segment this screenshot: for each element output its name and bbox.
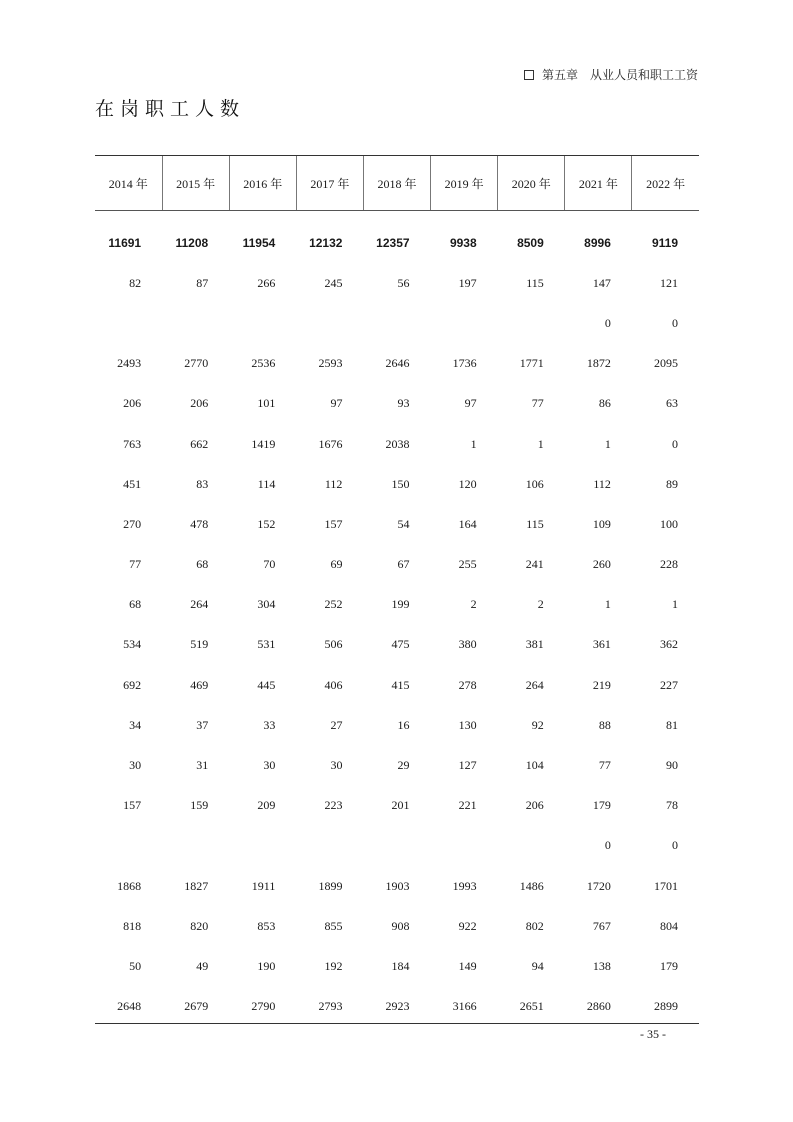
chapter-header [524,66,698,83]
table-cell: 1 [470,436,477,451]
table-cell: 1899 [318,878,343,893]
table-cell: 818 [123,918,142,933]
table-cell: 147 [592,275,611,290]
table-cell: 93 [397,396,410,411]
table-cell: 94 [531,958,544,973]
column-header: 2019 年 [431,156,498,211]
table-cell: 70 [263,557,276,572]
table-cell: 115 [526,275,544,290]
table-cell [498,826,565,866]
table-cell: 206 [190,396,209,411]
table-cell: 109 [592,516,611,531]
table-cell: 2 [537,597,544,612]
table-cell [431,303,498,343]
table-cell: 120 [458,476,477,491]
table-row [95,344,699,384]
table-cell: 531 [257,637,276,652]
table-cell: 33 [263,717,276,732]
column-header: 2016 年 [229,156,296,211]
table-cell: 855 [324,918,343,933]
table-cell: 469 [190,677,209,692]
table-cell: 77 [598,758,611,773]
table-cell: 90 [666,758,678,773]
table-cell: 179 [660,958,678,973]
table-cell: 11691 [108,236,142,251]
table-cell: 506 [324,637,343,652]
table-cell: 252 [324,597,343,612]
table-cell: 121 [660,275,678,290]
table-cell: 12132 [309,236,343,251]
table-cell [363,303,430,343]
table-row [95,211,699,264]
column-header: 2018 年 [363,156,430,211]
table-cell: 362 [660,637,678,652]
table-cell: 157 [123,798,142,813]
table-cell: 8996 [584,236,611,251]
table-row [95,384,699,424]
table-cell: 29 [397,758,410,773]
table-cell: 1486 [519,878,544,893]
table-cell: 270 [123,516,142,531]
table-row [95,866,699,906]
table-cell: 2793 [318,999,343,1014]
table-cell: 692 [123,677,142,692]
table-cell [95,303,162,343]
table-cell: 361 [592,637,611,652]
table-row [95,665,699,705]
table-cell: 264 [525,677,544,692]
table-cell: 2 [470,597,477,612]
table-row [95,545,699,585]
table-cell: 1 [604,597,611,612]
table-cell: 2493 [117,356,142,371]
table-cell: 206 [525,798,544,813]
table-cell: 260 [592,557,611,572]
square-icon [524,70,534,80]
table-cell: 381 [525,637,544,652]
table-cell: 77 [531,396,544,411]
table-cell: 197 [458,275,477,290]
table-cell: 255 [458,557,477,572]
table-header [95,156,699,211]
table-cell: 1736 [452,356,477,371]
table-cell: 190 [257,958,276,973]
table-cell: 763 [123,436,142,451]
table-cell: 223 [324,798,343,813]
table-row [95,625,699,665]
table-cell: 1419 [251,436,276,451]
table-body [95,211,699,1027]
column-header: 2020 年 [498,156,565,211]
table-cell: 266 [257,275,276,290]
table-cell: 201 [391,798,410,813]
column-header: 2022 年 [632,156,699,211]
table-cell: 150 [391,476,410,491]
table-cell: 88 [598,717,611,732]
table-cell: 1676 [318,436,343,451]
table-row [95,504,699,544]
table-cell: 101 [257,396,276,411]
table-cell: 37 [196,717,209,732]
column-header: 2015 年 [162,156,229,211]
table-cell [229,303,296,343]
table-cell: 97 [330,396,343,411]
table-cell: 9938 [449,236,477,251]
table-cell: 1872 [586,356,611,371]
table-cell: 206 [123,396,142,411]
table-cell: 922 [458,918,477,933]
table-cell: 138 [592,958,611,973]
table-row [95,424,699,464]
table-cell: 0 [672,838,678,853]
table-cell: 31 [196,758,209,773]
table-cell: 1993 [452,878,477,893]
header-row [95,156,699,211]
table-cell: 1868 [117,878,142,893]
table-cell: 159 [190,798,209,813]
table-cell: 63 [666,396,678,411]
table-cell [363,826,430,866]
table-cell: 11954 [242,236,276,251]
table-cell: 445 [257,677,276,692]
table-cell: 221 [458,798,477,813]
table-cell: 114 [257,476,276,491]
table-cell: 241 [525,557,544,572]
table-cell: 2593 [318,356,343,371]
employee-count-table [95,155,699,1027]
table-cell: 1 [604,436,611,451]
table-cell: 112 [324,476,343,491]
chapter-title: 第五章 从业人员和职工工资 [541,68,698,82]
table-cell: 802 [525,918,544,933]
column-header: 2014 年 [95,156,162,211]
table-cell: 415 [391,677,410,692]
column-header: 2021 年 [565,156,632,211]
table-cell: 49 [196,958,209,973]
table-cell: 100 [660,516,678,531]
table-cell: 77 [129,557,142,572]
table-cell: 12357 [376,236,410,251]
table-cell: 87 [196,275,209,290]
table-cell [296,303,363,343]
table-cell: 820 [190,918,209,933]
table-cell: 82 [129,275,142,290]
table-cell: 50 [129,958,142,973]
table-cell: 127 [458,758,477,773]
table-cell: 1 [537,436,544,451]
table-cell: 78 [666,798,678,813]
table-cell: 478 [190,516,209,531]
table-row [95,263,699,303]
table-cell: 11208 [175,236,209,251]
table-cell: 228 [660,557,678,572]
table-cell: 2899 [654,999,678,1014]
table-cell: 86 [598,396,611,411]
table-cell: 519 [190,637,209,652]
table-cell: 184 [391,958,410,973]
table-cell: 2646 [385,356,410,371]
table-cell: 68 [196,557,209,572]
table-cell: 30 [330,758,343,773]
table-cell: 2790 [251,999,276,1014]
table-cell: 2679 [184,999,209,1014]
table-cell: 68 [129,597,142,612]
page-title: 在岗职工人数 [95,98,246,120]
table-cell [431,826,498,866]
table-cell: 30 [129,758,142,773]
table-cell: 9119 [651,236,678,251]
table-cell: 853 [257,918,276,933]
table-cell: 1 [672,597,678,612]
table-cell: 30 [263,758,276,773]
table-cell [229,826,296,866]
table-cell: 767 [592,918,611,933]
table-cell: 3166 [452,999,477,1014]
table-cell: 2923 [385,999,410,1014]
table-cell: 67 [397,557,410,572]
table-cell: 112 [593,476,611,491]
table-cell: 2536 [251,356,276,371]
table-row [95,705,699,745]
table-cell: 1701 [654,878,678,893]
column-header: 2017 年 [296,156,363,211]
table-cell [162,826,229,866]
table-row [95,987,699,1027]
table-row [95,906,699,946]
table-row [95,826,699,866]
table-cell: 1827 [184,878,209,893]
table-cell: 89 [666,476,678,491]
table-cell: 2648 [117,999,142,1014]
table-cell: 130 [458,717,477,732]
table-cell: 2038 [385,436,410,451]
table-cell: 92 [531,717,544,732]
table-cell: 304 [257,597,276,612]
table-cell: 83 [196,476,209,491]
table-cell: 1771 [519,356,544,371]
table-cell: 152 [257,516,276,531]
table-cell: 451 [123,476,142,491]
page-number: - 35 - [640,1027,666,1041]
table-cell: 1720 [586,878,611,893]
table-row [95,585,699,625]
table-cell: 209 [257,798,276,813]
table-cell: 475 [391,637,410,652]
table-cell: 2095 [654,356,678,371]
table-cell: 81 [666,717,678,732]
table-cell: 380 [458,637,477,652]
table-cell: 27 [330,717,343,732]
table-cell: 179 [592,798,611,813]
table-cell: 219 [592,677,611,692]
table-row [95,786,699,826]
table-cell: 0 [604,315,611,330]
table-cell: 0 [604,838,611,853]
table-cell [296,826,363,866]
table-cell: 56 [397,275,410,290]
table-cell: 8509 [517,236,544,251]
table-cell: 2860 [586,999,611,1014]
table-cell: 245 [324,275,343,290]
table-cell: 149 [458,958,477,973]
table-cell [162,303,229,343]
footer-rule [95,1023,699,1024]
table-cell: 278 [458,677,477,692]
table-cell: 106 [525,476,544,491]
table-cell: 2770 [184,356,209,371]
table-cell: 0 [672,315,678,330]
table-cell: 54 [397,516,410,531]
table-cell: 1903 [385,878,410,893]
table-cell: 34 [129,717,142,732]
table-cell: 264 [190,597,209,612]
table-row [95,946,699,986]
table-cell: 227 [660,677,678,692]
table-cell: 1911 [251,878,276,893]
table-cell: 0 [672,436,678,451]
table-cell: 164 [458,516,477,531]
table-cell: 662 [190,436,209,451]
table-cell: 69 [330,557,343,572]
table-cell [95,826,162,866]
table-cell: 406 [324,677,343,692]
table-cell: 104 [525,758,544,773]
table-cell [498,303,565,343]
table-cell: 534 [123,637,142,652]
table-cell: 804 [660,918,678,933]
table-cell: 908 [391,918,410,933]
table-cell: 157 [324,516,343,531]
table-cell: 16 [397,717,410,732]
table-row [95,303,699,343]
table-row [95,464,699,504]
table-cell: 97 [464,396,477,411]
table-cell: 115 [526,516,544,531]
table-row [95,745,699,785]
table-cell: 199 [391,597,410,612]
table-cell: 192 [324,958,343,973]
table-cell: 2651 [519,999,544,1014]
